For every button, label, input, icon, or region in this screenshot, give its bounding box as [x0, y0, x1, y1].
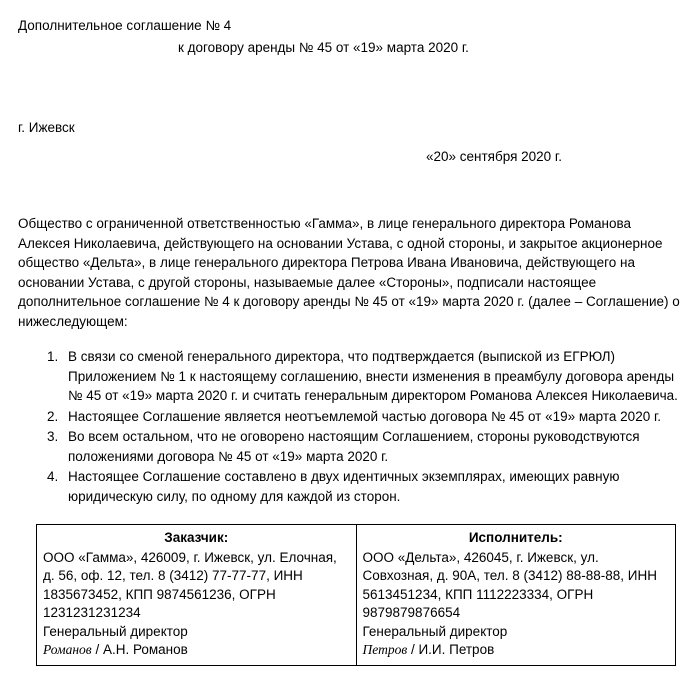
party-heading-customer: Заказчик:	[164, 530, 229, 545]
party-role-customer: Генеральный директор	[43, 623, 188, 639]
party-details-contractor: ООО «Дельта», 426045, г. Ижевск, ул. Совхозная, д. 90А, тел. 8 (3412) 88-88-88, ИНН 5613451234, КПП 1112223334, ОГРН 9879879876654	[362, 549, 657, 620]
signatory-name-customer: / А.Н. Романов	[95, 642, 188, 657]
document-subtitle: к договору аренды № 45 от «19» марта 2020 г.	[178, 40, 469, 55]
document-preamble: Общество с ограниченной ответственностью «Гамма», в лице генерального директора Романова Алексея Николаевича, действующего на основании Устава, с одной стороны, и закрытое акционерное общество «Дельта», в лице генерального директора Петрова Ивана Ивановича, действующего на основании Устава, с другой стороны, называемые далее «Стороны», подписали настоящее дополнительное соглашение № 4 к договору аренды № 45 от «19» марта 2020 г. (далее – Соглашение) о нижеследующем:	[18, 216, 680, 329]
signatories-table	[36, 524, 676, 666]
signature-contractor: Петров	[362, 642, 408, 657]
signatory-cell-customer	[37, 525, 357, 666]
signature-customer: Романов	[43, 642, 92, 657]
document-date: «20» сентября 2020 г.	[426, 149, 562, 164]
list-item: 4. Настоящее Соглашение составлено в двух идентичных экземплярах, имеющих равную юридическую силу, по одному для каждой из сторон.	[62, 467, 680, 506]
signature-line-customer	[43, 641, 350, 660]
page-title: Дополнительное соглашение № 4	[18, 18, 232, 33]
document-heading	[18, 16, 680, 58]
party-role-contractor: Генеральный директор	[362, 623, 508, 639]
document-city: г. Ижевск	[18, 120, 75, 135]
signatory-name-contractor: / И.И. Петров	[410, 642, 495, 657]
list-item: 3. Во всем остальном, что не оговорено настоящим Соглашением, стороны руководствуются положениями договора № 45 от «19» марта 2020 г.	[62, 427, 680, 466]
signature-line-contractor	[363, 641, 670, 660]
signatory-cell-contractor	[356, 525, 676, 666]
list-item: 2. Настоящее Соглашение является неотъемлемой частью договора № 45 от «19» марта 2020 г.	[62, 407, 680, 427]
clause-list	[18, 347, 680, 506]
list-item: 1. В связи со сменой генерального директора, что подтверждается (выпиской из ЕГРЮЛ) Приложением № 1 к настоящему соглашению, внести изменения в преамбулу договора аренды № 45 от «19» марта 2020 г. и считать генеральным директором Романова Алексея Николаевича.	[62, 347, 680, 406]
party-heading-contractor: Исполнитель:	[468, 530, 563, 545]
party-details-customer: ООО «Гамма», 426009, г. Ижевск, ул. Елочная, д. 56, оф. 12, тел. 8 (3412) 77-77-77, ИНН 1835673452, КПП 9874561236, ОГРН 1231231231234	[43, 549, 337, 620]
table-row	[37, 525, 676, 666]
